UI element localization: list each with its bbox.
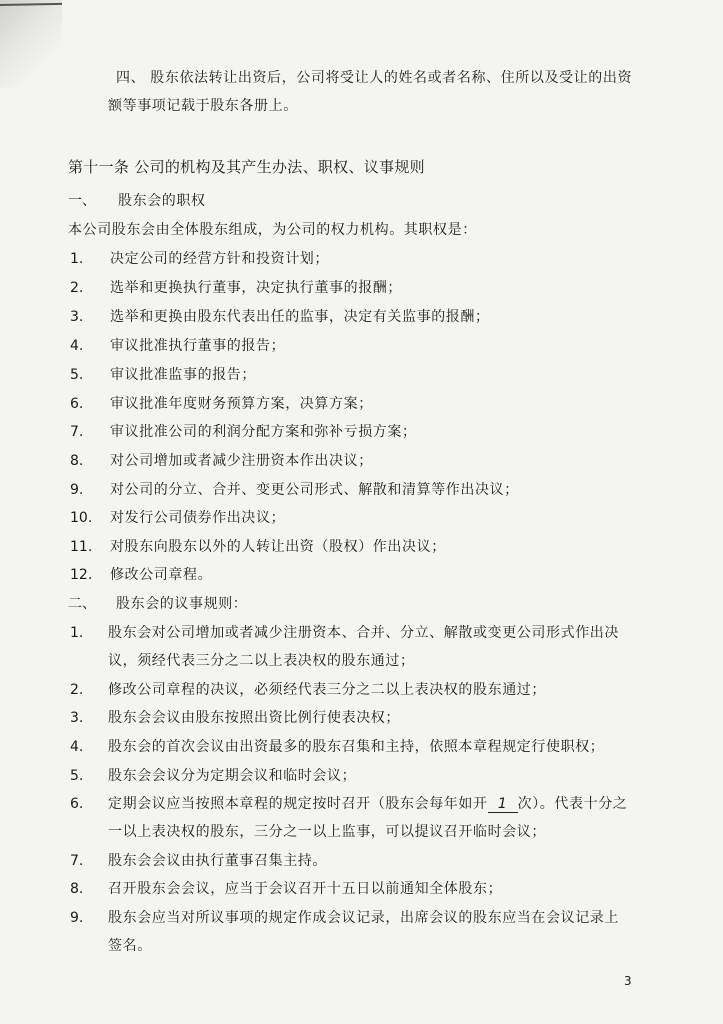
list-number: 6.: [70, 396, 84, 412]
list-item: 审议批准监事的报告；: [110, 367, 256, 383]
section-title: 股东会的议事规则：: [116, 596, 248, 612]
list-item: 召开股东会会议，应当于会议召开十五日以前通知全体股东；: [108, 881, 503, 897]
list-item: [108, 794, 627, 814]
list-item: 修改公司章程。: [110, 567, 213, 583]
list-item: 对发行公司债券作出决议；: [110, 510, 286, 526]
list-item: 对公司的分立、合并、变更公司形式、解散和清算等作出决议；: [110, 482, 519, 498]
list-item-continuation: 签名。: [108, 938, 152, 954]
list-item: 审议批准执行董事的报告；: [110, 338, 286, 354]
list-item: 决定公司的经营方针和投资计划；: [110, 251, 329, 267]
list-number: 5.: [70, 367, 84, 383]
list-item-continuation: 议，须经代表三分之二以上表决权的股东通过；: [108, 653, 415, 669]
list-item-text-after: 次）。代表十分之: [517, 796, 628, 812]
page-number: 3: [624, 974, 632, 988]
list-number: 3.: [70, 710, 84, 726]
list-item: 股东会应当对所议事项的规定作成会议记录，出席会议的股东应当在会议记录上: [108, 910, 619, 926]
list-number: 7.: [70, 853, 84, 869]
list-item-text-before: 定期会议应当按照本章程的规定按时召开（股东会每年如开: [108, 796, 488, 812]
list-number: 4.: [70, 338, 84, 354]
handwritten-blank: 1: [488, 796, 518, 813]
list-item: 股东会会议分为定期会议和临时会议；: [108, 768, 357, 784]
scan-corner-shadow: [0, 0, 62, 88]
paragraph-line: 额等事项记载于股东各册上。: [108, 98, 298, 114]
list-item: 审议批准公司的利润分配方案和弥补亏损方案；: [110, 424, 417, 440]
list-item: 选举和更换由股东代表出任的监事，决定有关监事的报酬；: [110, 309, 490, 325]
paragraph-line: 四、 股东依法转让出资后，公司将受让人的姓名或者名称、住所以及受让的出资: [116, 70, 633, 86]
article-heading: 第十一条 公司的机构及其产生办法、职权、议事规则: [68, 158, 425, 176]
list-item-continuation: 一以上表决权的股东，三分之一以上监事，可以提议召开临时会议；: [108, 824, 546, 840]
section-marker: 二、: [68, 596, 96, 612]
list-item: 修改公司章程的决议，必须经代表三分之二以上表决权的股东通过；: [108, 682, 546, 698]
list-item: 股东会会议由股东按照出资比例行使表决权；: [108, 710, 400, 726]
list-number: 1.: [70, 251, 84, 267]
list-item: 审议批准年度财务预算方案，决算方案；: [110, 396, 373, 412]
list-item: 股东会对公司增加或者减少注册资本、合并、分立、解散或变更公司形式作出决: [108, 625, 619, 641]
list-item: 对股东向股东以外的人转让出资（股权）作出决议；: [110, 539, 446, 555]
section-marker: 一、: [68, 193, 96, 209]
list-item: 股东会会议由执行董事召集主持。: [108, 853, 327, 869]
list-number: 11.: [70, 539, 93, 555]
list-item: 选举和更换执行董事，决定执行董事的报酬；: [110, 280, 402, 296]
list-number: 2.: [70, 682, 84, 698]
list-number: 10.: [70, 510, 93, 526]
list-number: 8.: [70, 453, 84, 469]
list-number: 6.: [70, 796, 84, 812]
list-number: 9.: [70, 482, 84, 498]
list-item: 股东会的首次会议由出资最多的股东召集和主持，依照本章程规定行使职权；: [108, 739, 605, 755]
list-number: 3.: [70, 309, 84, 325]
list-number: 1.: [70, 625, 84, 641]
list-number: 8.: [70, 881, 84, 897]
list-number: 5.: [70, 768, 84, 784]
section-title: 股东会的职权: [118, 193, 206, 209]
list-item: 对公司增加或者减少注册资本作出决议；: [110, 453, 373, 469]
list-number: 4.: [70, 739, 84, 755]
section-intro: 本公司股东会由全体股东组成，为公司的权力机构。其职权是：: [68, 222, 477, 238]
list-number: 9.: [70, 910, 84, 926]
list-number: 7.: [70, 424, 84, 440]
list-number: 12.: [70, 567, 93, 583]
list-number: 2.: [70, 280, 84, 296]
